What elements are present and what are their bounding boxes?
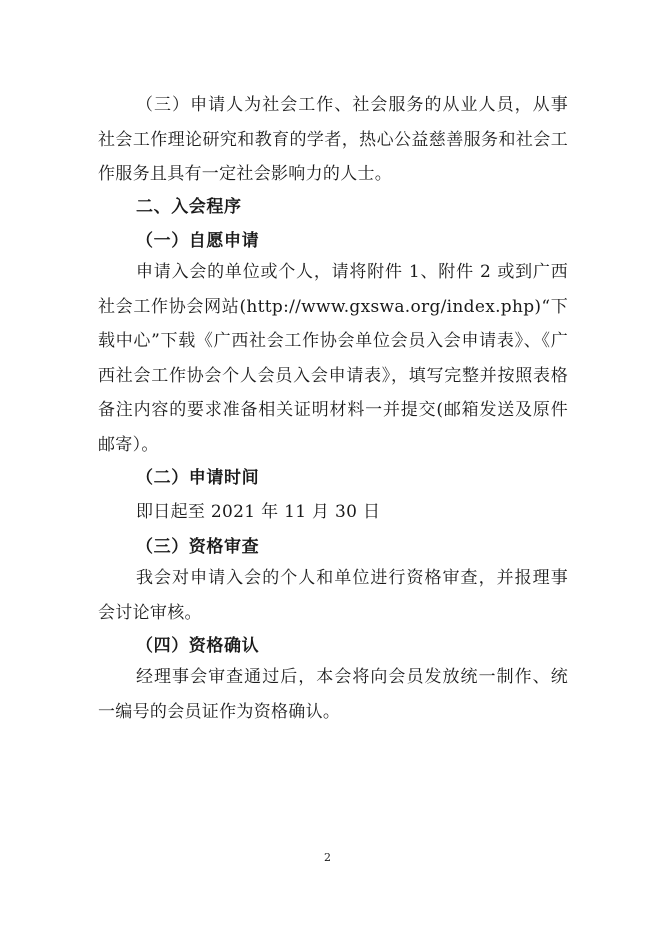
- paragraph-qualification-confirmation: 经理事会审查通过后，本会将向会员发放统一制作、统一编号的会员证作为资格确认。: [98, 667, 568, 722]
- section-heading-admission-procedure: 二、入会程序: [136, 197, 242, 217]
- paragraph-qualification-review: 我会对申请入会的个人和单位进行资格审查，并报理事会讨论审核。: [98, 568, 568, 623]
- subheading-qualification-review: （三）资格审查: [136, 537, 260, 557]
- paragraph-application-period: 即日起至 2021 年 11 月 30 日: [136, 502, 381, 522]
- paragraph-membership-criteria: （三）申请人为社会工作、社会服务的从业人员，从事社会工作理论研究和教育的学者，热心公益慈善服务和社会工作服务且具有一定社会影响力的人士。: [98, 95, 568, 184]
- subheading-voluntary-application: （一）自愿申请: [136, 231, 260, 251]
- subheading-qualification-confirmation: （四）资格确认: [136, 636, 260, 656]
- page-number: 2: [324, 851, 331, 864]
- subheading-application-period: （二）申请时间: [136, 468, 260, 488]
- paragraph-voluntary-application: 申请入会的单位或个人，请将附件 1、附件 2 或到广西社会工作协会网站(http://www.gxswa.org/index.php)“下载中心”下载《广西社会工作协会单位会员入会申请表》、《广西社会工作协会个人会员入会申请表》，填写完整并按照表格备注内容的要求准备相关证明材料一并提交(邮箱发送及原件邮寄）。: [98, 262, 568, 455]
